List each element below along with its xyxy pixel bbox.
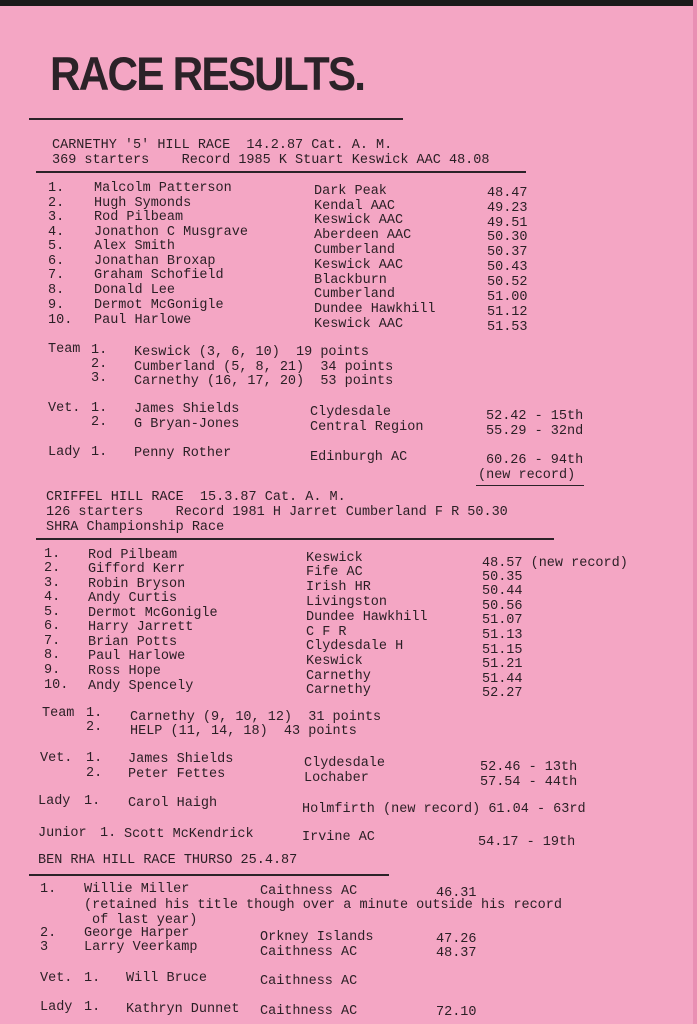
junior-name: Scott McKendrick [124, 827, 254, 842]
result-pos: 9. [44, 663, 61, 678]
result-club: Dundee Hawkhill [306, 610, 428, 625]
result-pos: 7. [44, 634, 61, 649]
lady-club: Caithness AC [260, 1004, 358, 1019]
result-name: Jonathon C Musgrave [94, 225, 248, 240]
result-club: Caithness AC [260, 945, 358, 960]
result-name: Andy Curtis [88, 591, 178, 606]
team-pos: 1. [91, 343, 108, 358]
vet-time: 52.42 - 15th [486, 409, 584, 424]
vet-name: James Shields [134, 402, 240, 417]
result-time: 50.37 [487, 245, 528, 260]
vet-club: Clydesdale [310, 405, 392, 420]
result-club: Fife AC [306, 565, 363, 580]
result-time: 49.51 [487, 216, 528, 231]
result-club: Keswick [306, 551, 363, 566]
team-pos: 2. [86, 720, 103, 735]
result-club: Carnethy [306, 683, 371, 698]
result-club: Kendal AAC [314, 199, 396, 214]
vet-name: Will Bruce [126, 971, 208, 986]
lady-pos: 1. [84, 794, 101, 809]
carnethy-heading-2: 369 starters Record 1985 K Stuart Keswick AAC 48.08 [52, 153, 490, 168]
result-name: Graham Schofield [94, 268, 224, 283]
result-name: Alex Smith [94, 239, 176, 254]
result-time: 51.44 [482, 672, 523, 687]
team-text: HELP (11, 14, 18) 43 points [130, 724, 357, 739]
result-time: 49.23 [487, 201, 528, 216]
result-club: Orkney Islands [260, 930, 374, 945]
lady-time: 72.10 [436, 1005, 477, 1020]
result-name: Jonathan Broxap [94, 254, 216, 269]
result-name: Malcolm Patterson [94, 181, 232, 196]
result-pos: 4. [44, 590, 61, 605]
result-name: Larry Veerkamp [84, 940, 198, 955]
lady-label: Lady [48, 445, 81, 460]
result-pos: 4. [48, 225, 65, 240]
result-time: 46.31 [436, 886, 477, 901]
criffel-heading-2: 126 starters Record 1981 H Jarret Cumberland F R 50.30 [46, 505, 508, 520]
lady-name: Kathryn Dunnet [126, 1002, 240, 1017]
result-pos: 2. [44, 561, 61, 576]
result-name: Paul Harlowe [88, 649, 186, 664]
team-text: Cumberland (5, 8, 21) 34 points [134, 360, 394, 375]
lady-club: Holmfirth (new record) 61.04 - 63rd [302, 802, 586, 817]
result-name: Harry Jarrett [88, 620, 194, 635]
result-club: Caithness AC [260, 884, 358, 899]
junior-club: Irvine AC [302, 830, 375, 845]
result-name: Rod Pilbeam [94, 210, 184, 225]
vet-label: Vet. [48, 401, 81, 416]
team-pos: 2. [91, 357, 108, 372]
result-time: 51.07 [482, 613, 523, 628]
result-name: Paul Harlowe [94, 313, 192, 328]
result-pos: 6. [48, 254, 65, 269]
result-time: 51.21 [482, 657, 523, 672]
result-time: 51.12 [487, 305, 528, 320]
vet-club: Clydesdale [304, 756, 386, 771]
vet-time: 52.46 - 13th [480, 760, 578, 775]
lady-note: (new record) [478, 468, 576, 483]
page-top-edge [0, 0, 697, 6]
result-time: 51.53 [487, 320, 528, 335]
lady-club: Edinburgh AC [310, 450, 408, 465]
result-pos: 1. [48, 181, 65, 196]
carnethy-heading-1: CARNETHY '5' HILL RACE 14.2.87 Cat. A. M. [52, 138, 393, 153]
lady-pos: 1. [84, 1000, 101, 1015]
result-club: Keswick AAC [314, 213, 404, 228]
vet-pos: 1. [86, 751, 103, 766]
team-text: Carnethy (9, 10, 12) 31 points [130, 710, 382, 725]
result-club: Blackburn [314, 273, 387, 288]
vet-name: G Bryan-Jones [134, 417, 240, 432]
result-note: (retained his title though over a minute outside his record [84, 898, 562, 913]
team-label: Team [42, 706, 75, 721]
result-name: Andy Spencely [88, 679, 194, 694]
lady-label: Lady [38, 794, 71, 809]
result-pos: 1. [44, 547, 61, 562]
result-club: Cumberland [314, 287, 396, 302]
result-time: 48.57 (new record) [482, 556, 628, 571]
vet-club: Lochaber [304, 771, 369, 786]
result-time: 51.13 [482, 628, 523, 643]
result-name: Brian Potts [88, 635, 178, 650]
result-time: 48.47 [487, 186, 528, 201]
result-time: 50.43 [487, 260, 528, 275]
result-name: Robin Bryson [88, 577, 186, 592]
result-name: Rod Pilbeam [88, 548, 178, 563]
result-name: Ross Hope [88, 664, 161, 679]
result-name: Dermot McGonigle [94, 298, 224, 313]
lady-name: Penny Rother [134, 446, 232, 461]
result-club: Keswick AAC [314, 317, 404, 332]
page-title: RACE RESULTS. [50, 47, 365, 100]
vet-name: Peter Fettes [128, 767, 226, 782]
result-pos: 7. [48, 268, 65, 283]
title-underline [29, 118, 403, 120]
result-club: Cumberland [314, 243, 396, 258]
result-pos: 2. [48, 196, 65, 211]
page-right-edge [693, 0, 697, 1024]
result-time: 52.27 [482, 686, 523, 701]
result-club: Clydesdale H [306, 639, 404, 654]
result-time: 50.35 [482, 570, 523, 585]
lady-note-underline [476, 485, 584, 486]
criffel-heading-rule [36, 538, 554, 540]
team-text: Carnethy (16, 17, 20) 53 points [134, 374, 394, 389]
result-time: 51.00 [487, 290, 528, 305]
result-name: Willie Miller [84, 882, 190, 897]
lady-pos: 1. [91, 445, 108, 460]
result-time: 50.44 [482, 584, 523, 599]
result-club: Livingston [306, 595, 388, 610]
result-pos: 8. [44, 648, 61, 663]
junior-label: Junior [38, 826, 87, 841]
result-time: 50.52 [487, 275, 528, 290]
team-pos: 3. [91, 371, 108, 386]
vet-club: Caithness AC [260, 974, 358, 989]
result-time: 50.56 [482, 599, 523, 614]
vet-time: 57.54 - 44th [480, 775, 578, 790]
junior-time: 54.17 - 19th [478, 835, 576, 850]
result-pos: 10. [44, 678, 69, 693]
vet-time: 55.29 - 32nd [486, 424, 584, 439]
team-pos: 1. [86, 706, 103, 721]
result-club: Irish HR [306, 580, 371, 595]
vet-pos: 2. [86, 766, 103, 781]
result-time: 50.30 [487, 230, 528, 245]
lady-time: 60.26 - 94th [486, 453, 584, 468]
result-pos: 1. [40, 882, 57, 897]
result-pos: 9. [48, 298, 65, 313]
result-time: 48.37 [436, 946, 477, 961]
result-club: Keswick [306, 654, 363, 669]
lady-label: Lady [40, 1000, 73, 1015]
result-pos: 3. [44, 576, 61, 591]
result-club: Dark Peak [314, 184, 387, 199]
result-pos: 2. [40, 926, 57, 941]
vet-pos: 2. [91, 415, 108, 430]
result-club: Keswick AAC [314, 258, 404, 273]
vet-club: Central Region [310, 420, 424, 435]
vet-pos: 1. [91, 401, 108, 416]
result-pos: 3 [40, 940, 49, 955]
team-label: Team [48, 342, 81, 357]
team-text: Keswick (3, 6, 10) 19 points [134, 345, 369, 360]
result-name: Dermot McGonigle [88, 606, 218, 621]
result-club: Aberdeen AAC [314, 228, 412, 243]
junior-pos: 1. [100, 826, 117, 841]
result-note: of last year) [92, 913, 198, 928]
result-club: C F R [306, 625, 347, 640]
result-name: Donald Lee [94, 283, 176, 298]
result-pos: 5. [44, 605, 61, 620]
vet-pos: 1. [84, 971, 101, 986]
vet-label: Vet. [40, 971, 73, 986]
result-name: Gifford Kerr [88, 562, 186, 577]
criffel-heading-3: SHRA Championship Race [46, 520, 225, 535]
result-pos: 5. [48, 239, 65, 254]
result-time: 47.26 [436, 932, 477, 947]
result-pos: 8. [48, 283, 65, 298]
lady-name: Carol Haigh [128, 796, 218, 811]
result-club: Dundee Hawkhill [314, 302, 436, 317]
result-club: Carnethy [306, 669, 371, 684]
result-name: Hugh Symonds [94, 196, 192, 211]
vet-name: James Shields [128, 752, 234, 767]
result-name: George Harper [84, 926, 190, 941]
vet-label: Vet. [40, 751, 73, 766]
result-pos: 3. [48, 210, 65, 225]
result-pos: 6. [44, 619, 61, 634]
benrha-heading-rule [29, 874, 389, 876]
benrha-heading: BEN RHA HILL RACE THURSO 25.4.87 [38, 853, 298, 868]
result-time: 51.15 [482, 643, 523, 658]
result-pos: 10. [48, 313, 73, 328]
carnethy-heading-rule [36, 171, 526, 173]
criffel-heading-1: CRIFFEL HILL RACE 15.3.87 Cat. A. M. [46, 490, 346, 505]
